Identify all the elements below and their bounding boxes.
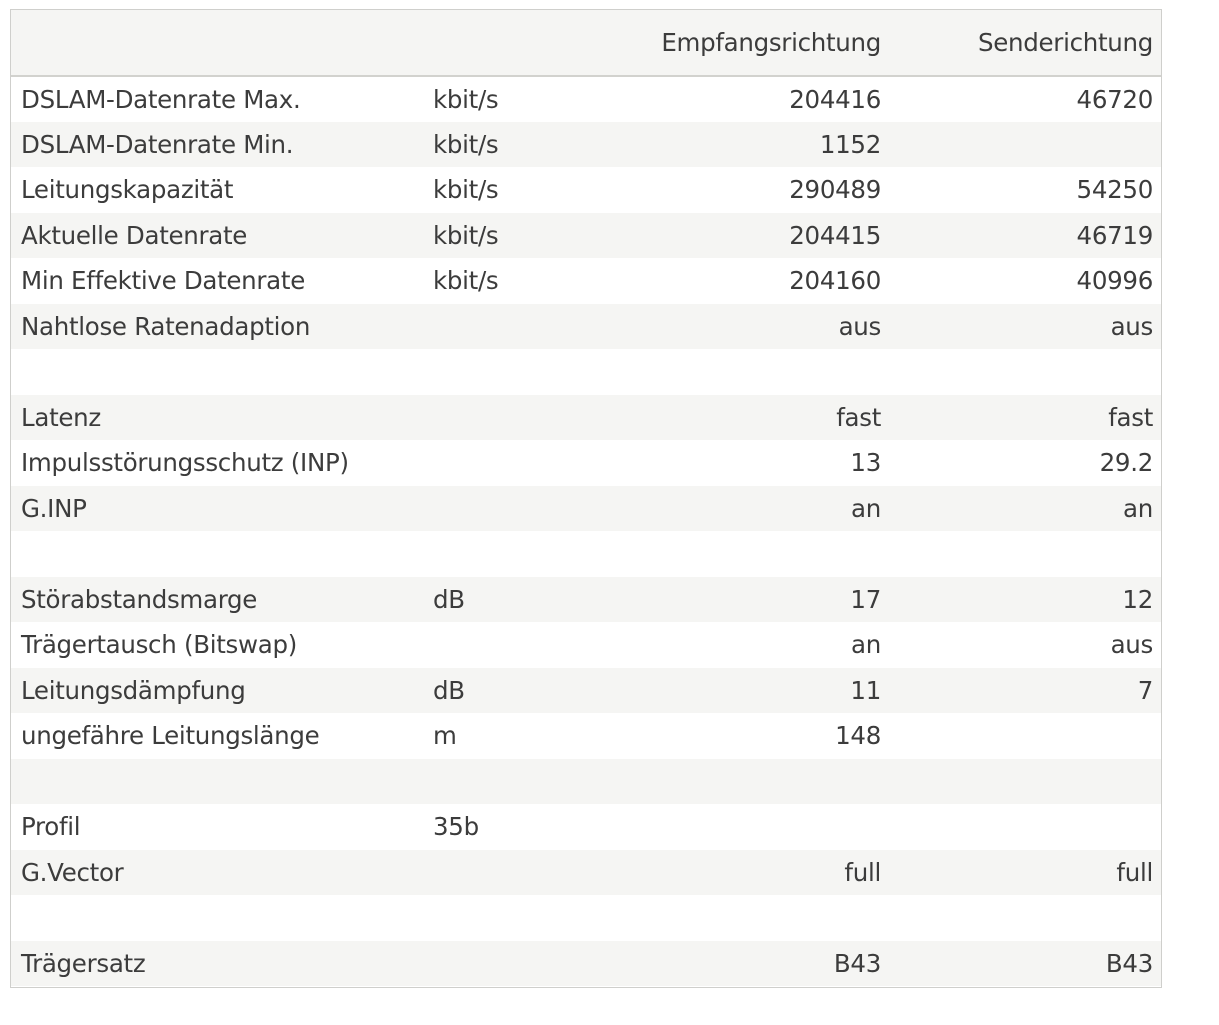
row-unit <box>433 941 583 987</box>
row-unit <box>433 440 583 486</box>
row-send-value <box>881 122 1161 168</box>
row-receive-value: 17 <box>850 584 881 614</box>
row-unit <box>433 486 583 532</box>
row-unit <box>433 395 583 441</box>
row-label <box>11 531 433 577</box>
header-label-column <box>11 10 433 76</box>
table-body <box>11 76 1161 986</box>
row-receive-value: 204415 <box>789 220 881 250</box>
row-send-value: 46720 <box>1076 84 1153 114</box>
row-unit: dB <box>433 584 465 614</box>
dsl-info-panel <box>10 9 1162 988</box>
row-send-value: 54250 <box>1076 175 1153 205</box>
table-row <box>11 713 1161 759</box>
row-label: DSLAM-Datenrate Max. <box>21 84 301 114</box>
row-label <box>11 349 433 395</box>
row-label: Latenz <box>21 402 101 432</box>
table-spacer-row <box>11 759 1161 805</box>
row-receive-value: 1152 <box>819 129 881 159</box>
table-row <box>11 850 1161 896</box>
table-row <box>11 486 1161 532</box>
header-send-direction: Senderichtung <box>881 10 1161 76</box>
row-label: Leitungsdämpfung <box>21 675 246 705</box>
row-receive-value: 290489 <box>789 175 881 205</box>
row-send-value <box>881 349 1161 395</box>
row-unit: kbit/s <box>433 129 499 159</box>
row-unit <box>433 895 583 941</box>
row-label: ungefähre Leitungslänge <box>21 721 320 751</box>
row-label: Nahtlose Ratenadaption <box>21 311 311 341</box>
row-unit <box>433 349 583 395</box>
row-receive-value: an <box>851 630 881 660</box>
dsl-info-table <box>11 10 1161 986</box>
row-send-value: 46719 <box>1076 220 1153 250</box>
table-row <box>11 440 1161 486</box>
row-label: G.INP <box>21 493 87 523</box>
row-label: Leitungskapazität <box>21 175 234 205</box>
row-send-value <box>881 804 1161 850</box>
table-row <box>11 122 1161 168</box>
row-send-value: 40996 <box>1076 266 1153 296</box>
row-label: Trägersatz <box>21 948 146 978</box>
table-row <box>11 395 1161 441</box>
row-unit: kbit/s <box>433 84 499 114</box>
row-receive-value: aus <box>838 311 881 341</box>
row-send-value: 7 <box>1137 675 1153 705</box>
row-receive-value: 11 <box>850 675 881 705</box>
table-row <box>11 622 1161 668</box>
row-send-value: full <box>1116 857 1153 887</box>
row-send-value: B43 <box>1105 948 1153 978</box>
row-label <box>11 759 433 805</box>
row-send-value: aus <box>1110 630 1153 660</box>
table-spacer-row <box>11 531 1161 577</box>
row-send-value <box>881 759 1161 805</box>
table-header-row <box>11 10 1161 76</box>
row-unit <box>433 850 583 896</box>
row-send-value <box>881 895 1161 941</box>
row-label: DSLAM-Datenrate Min. <box>21 129 294 159</box>
row-send-value: aus <box>1110 311 1153 341</box>
row-unit: kbit/s <box>433 220 499 250</box>
table-row <box>11 258 1161 304</box>
row-receive-value: B43 <box>833 948 881 978</box>
row-receive-value <box>583 531 881 577</box>
row-send-value: 12 <box>1122 584 1153 614</box>
row-send-value: fast <box>1108 402 1153 432</box>
row-label: Min Effektive Datenrate <box>21 266 305 296</box>
row-label <box>11 895 433 941</box>
row-unit: dB <box>433 675 465 705</box>
row-unit: m <box>433 721 457 751</box>
table-row <box>11 304 1161 350</box>
header-receive-direction: Empfangsrichtung <box>583 10 881 76</box>
row-receive-value: full <box>844 857 881 887</box>
row-receive-value <box>583 804 881 850</box>
table-spacer-row <box>11 349 1161 395</box>
table-row <box>11 213 1161 259</box>
row-send-value <box>881 713 1161 759</box>
row-receive-value: 148 <box>835 721 881 751</box>
row-send-value <box>881 531 1161 577</box>
row-send-value: an <box>1123 493 1153 523</box>
table-row <box>11 167 1161 213</box>
row-receive-value <box>583 895 881 941</box>
row-receive-value <box>583 349 881 395</box>
row-unit <box>433 531 583 577</box>
row-receive-value <box>583 759 881 805</box>
row-receive-value: 204160 <box>789 266 881 296</box>
row-send-value: 29.2 <box>1099 448 1153 478</box>
row-label: Störabstandsmarge <box>21 584 258 614</box>
table-row <box>11 76 1161 122</box>
row-receive-value: 13 <box>850 448 881 478</box>
row-receive-value: an <box>851 493 881 523</box>
table-row <box>11 577 1161 623</box>
row-receive-value: 204416 <box>789 84 881 114</box>
row-receive-value: fast <box>836 402 881 432</box>
row-unit <box>433 759 583 805</box>
table-row <box>11 804 1161 850</box>
row-label: G.Vector <box>21 857 124 887</box>
table-spacer-row <box>11 895 1161 941</box>
row-unit: kbit/s <box>433 175 499 205</box>
row-label: Trägertausch (Bitswap) <box>21 630 297 660</box>
row-label: Aktuelle Datenrate <box>21 220 248 250</box>
header-unit-column <box>433 10 583 76</box>
row-unit <box>433 622 583 668</box>
row-unit <box>433 304 583 350</box>
table-row <box>11 941 1161 987</box>
row-label: Impulsstörungsschutz (INP) <box>21 448 349 478</box>
row-unit: kbit/s <box>433 266 499 296</box>
table-row <box>11 668 1161 714</box>
row-unit: 35b <box>433 812 479 842</box>
row-label: Profil <box>21 812 81 842</box>
